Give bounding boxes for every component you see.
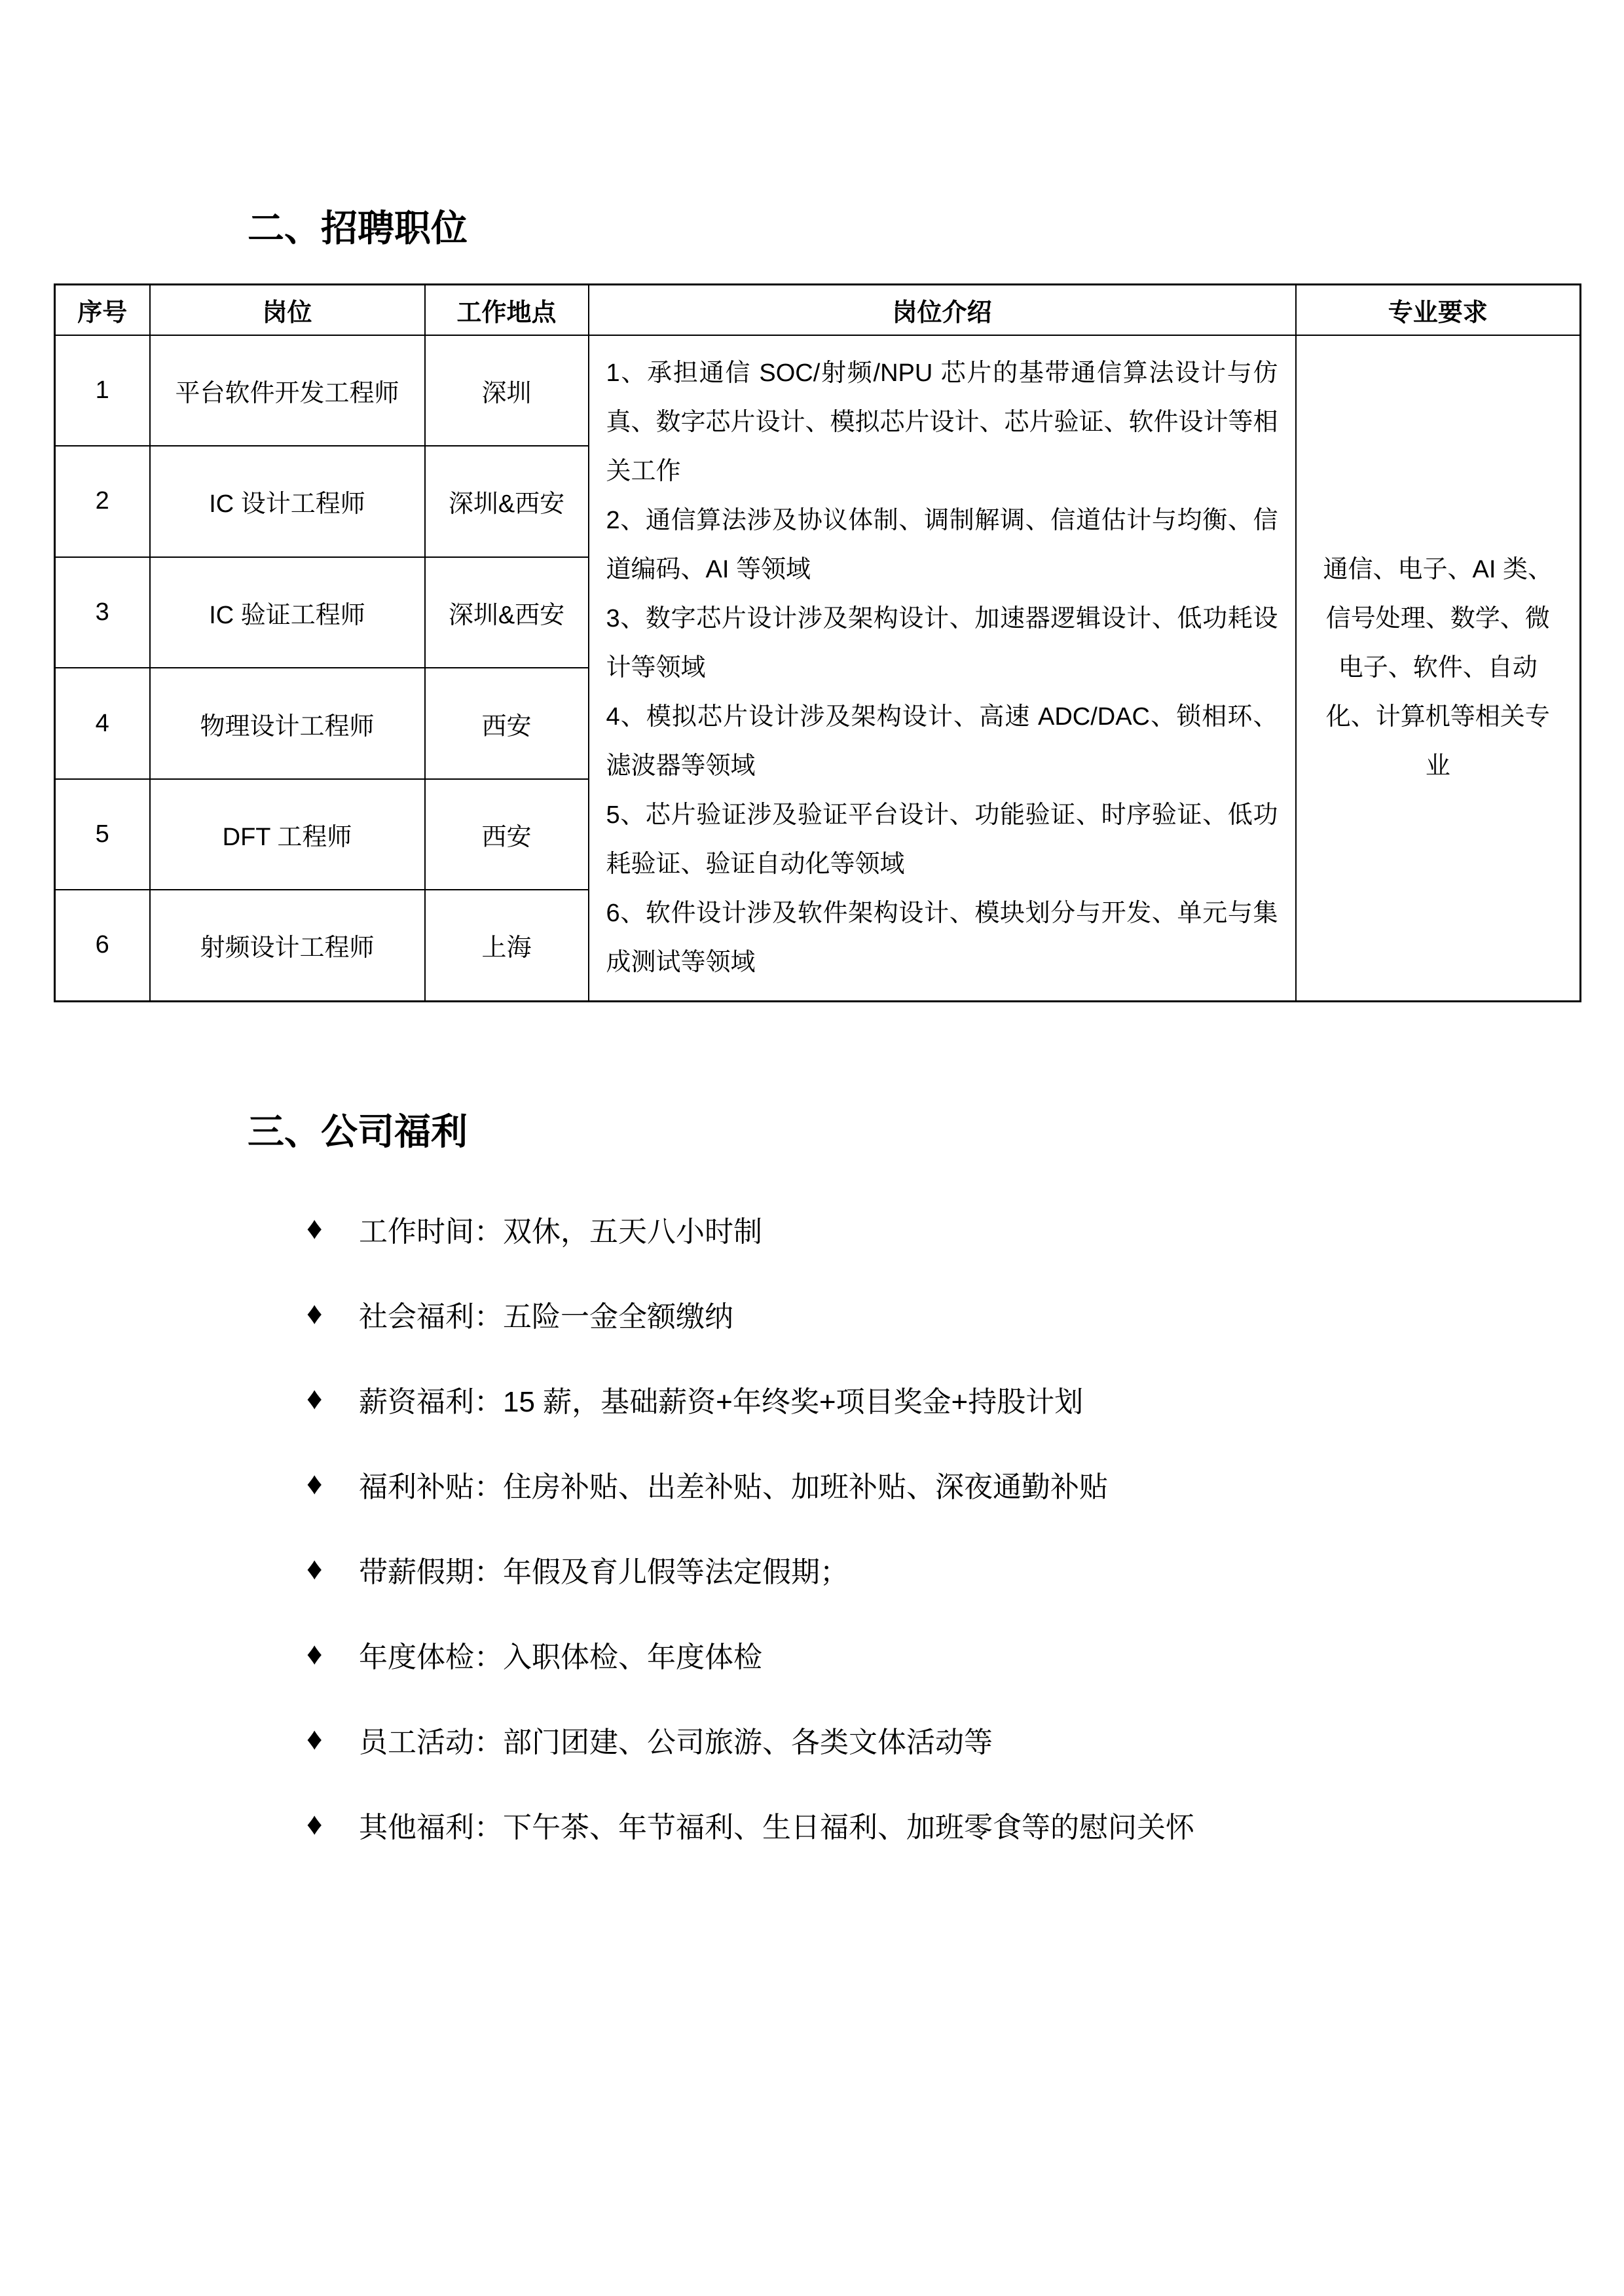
- cell-major-requirements: 通信、电子、AI 类、信号处理、数学、微电子、软件、自动化、计算机等相关专业: [1296, 335, 1581, 1002]
- diamond-bullet-icon: ♦: [306, 1807, 323, 1842]
- diamond-bullet-icon: ♦: [306, 1722, 323, 1757]
- column-header-position: 岗位: [150, 285, 425, 335]
- cell-location: 上海: [425, 890, 589, 1001]
- benefit-item-text: 社会福利：五险一金全额缴纳: [359, 1301, 733, 1333]
- list-item: [306, 1527, 1194, 1612]
- table-row: [55, 335, 1581, 446]
- list-item: [306, 1357, 1194, 1442]
- cell-position: IC 验证工程师: [150, 557, 425, 668]
- diamond-bullet-icon: ♦: [306, 1211, 323, 1246]
- list-item: [306, 1697, 1194, 1782]
- job-description-item: 6、软件设计涉及软件架构设计、模块划分与开发、单元与集成测试等领域: [606, 899, 1278, 976]
- cell-location: 深圳&西安: [425, 446, 589, 557]
- table-header-row: [55, 285, 1581, 335]
- list-item: [306, 1442, 1194, 1527]
- cell-no: 1: [55, 335, 150, 446]
- column-header-location: 工作地点: [425, 285, 589, 335]
- cell-position: DFT 工程师: [150, 779, 425, 890]
- benefit-item-text: 员工活动：部门团建、公司旅游、各类文体活动等: [359, 1726, 993, 1758]
- column-header-requirement: 专业要求: [1296, 285, 1581, 335]
- cell-location: 深圳&西安: [425, 557, 589, 668]
- job-description-item: 2、通信算法涉及协议体制、调制解调、信道估计与均衡、信道编码、AI 等领域: [606, 506, 1278, 583]
- benefit-item-text: 福利补贴：住房补贴、出差补贴、加班补贴、深夜通勤补贴: [359, 1471, 1108, 1503]
- job-description-item: 1、承担通信 SOC/射频/NPU 芯片的基带通信算法设计与仿真、数字芯片设计、模拟芯片设计、芯片验证、软件设计等相关工作: [606, 359, 1278, 485]
- benefits-list: [306, 1186, 1194, 1867]
- benefit-item-text: 年度体检：入职体检、年度体检: [359, 1641, 762, 1673]
- column-header-no: 序号: [55, 285, 150, 335]
- list-item: [306, 1782, 1194, 1867]
- cell-position: IC 设计工程师: [150, 446, 425, 557]
- job-description-item: 3、数字芯片设计涉及架构设计、加速器逻辑设计、低功耗设计等领域: [606, 604, 1278, 682]
- list-item: [306, 1612, 1194, 1697]
- benefit-item-text: 工作时间：双休，五天八小时制: [359, 1216, 762, 1248]
- benefit-item-text: 其他福利：下午茶、年节福利、生日福利、加班零食等的慰问关怀: [359, 1812, 1194, 1844]
- diamond-bullet-icon: ♦: [306, 1467, 323, 1501]
- cell-location: 西安: [425, 779, 589, 890]
- cell-location: 深圳: [425, 335, 589, 446]
- list-item: [306, 1186, 1194, 1271]
- job-description-item: 4、模拟芯片设计涉及架构设计、高速 ADC/DAC、锁相环、滤波器等领域: [606, 702, 1278, 780]
- diamond-bullet-icon: ♦: [306, 1637, 323, 1671]
- cell-no: 3: [55, 557, 150, 668]
- recruitment-table: [54, 283, 1581, 1002]
- diamond-bullet-icon: ♦: [306, 1296, 323, 1331]
- column-header-description: 岗位介绍: [589, 285, 1296, 335]
- cell-no: 4: [55, 668, 150, 779]
- cell-job-description: [589, 335, 1296, 1002]
- cell-position: 物理设计工程师: [150, 668, 425, 779]
- section-title-recruitment: 二、招聘职位: [248, 208, 468, 249]
- section-title-benefits: 三、公司福利: [248, 1111, 468, 1152]
- job-description-item: 5、芯片验证涉及验证平台设计、功能验证、时序验证、低功耗验证、验证自动化等领域: [606, 801, 1278, 878]
- cell-location: 西安: [425, 668, 589, 779]
- benefit-item-text: 带薪假期：年假及育儿假等法定假期；: [359, 1556, 849, 1588]
- cell-position: 射频设计工程师: [150, 890, 425, 1001]
- diamond-bullet-icon: ♦: [306, 1381, 323, 1416]
- cell-no: 6: [55, 890, 150, 1001]
- benefit-item-text: 薪资福利：15 薪，基础薪资+年终奖+项目奖金+持股计划: [359, 1386, 1084, 1418]
- cell-no: 2: [55, 446, 150, 557]
- cell-position: 平台软件开发工程师: [150, 335, 425, 446]
- cell-no: 5: [55, 779, 150, 890]
- list-item: [306, 1271, 1194, 1357]
- diamond-bullet-icon: ♦: [306, 1552, 323, 1586]
